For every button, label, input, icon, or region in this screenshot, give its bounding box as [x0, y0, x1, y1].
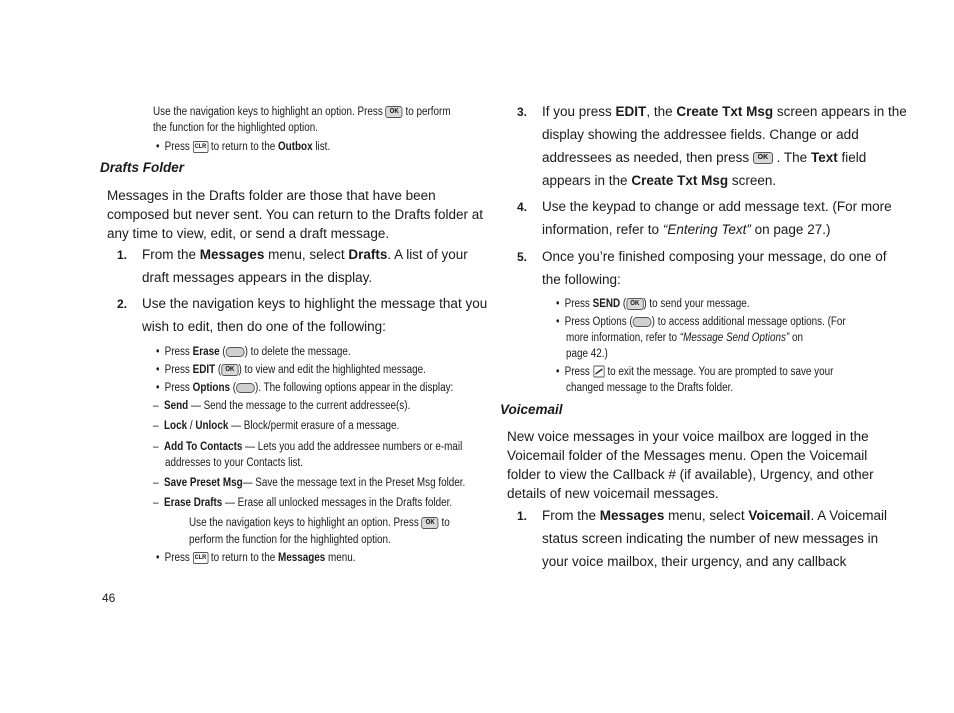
nav-note-line2: perform the function for the highlighted option.: [189, 534, 391, 546]
bullet-options-right: • Press Options ( ) to access additional message options. (For: [556, 316, 846, 328]
option-save-preset: – Save Preset Msg— Save the message text in the Preset Msg folder.: [153, 477, 466, 489]
step-4: Use the keypad to change or add message text. (For more information, refer to “Entering Text” on page 27.): [542, 199, 892, 237]
option-send: – Send — Send the message to the current addressee(s).: [153, 400, 411, 412]
clr-key-icon: CLR: [193, 141, 208, 153]
intro-bullet: • Press CLR to return to the Outbox list.: [156, 141, 331, 153]
step-5-number: 5.: [517, 250, 528, 264]
bullet-return-messages: • Press CLR to return to the Messages menu.: [156, 552, 356, 564]
right-softkey-icon: [633, 317, 652, 327]
ok-key-icon: OK: [422, 517, 439, 529]
drafts-folder-heading: Drafts Folder: [100, 160, 185, 175]
voicemail-step-1-number: 1.: [517, 509, 528, 523]
left-softkey-icon: [226, 347, 245, 357]
ok-key-icon: OK: [626, 298, 643, 310]
intro-note-line1: Use the navigation keys to highlight an option. Press OK to perform: [153, 106, 451, 118]
bullet-options-right-line2: more information, refer to “Message Send Options” on: [566, 332, 803, 344]
bullet-options: • Press Options ( ). The following options appear in the display:: [156, 382, 454, 394]
voicemail-paragraph: New voice messages in your voice mailbox are logged in the Voicemail folder of the Messages menu. Open the Voicemail folder to view the Callback # (if available), Urgency, and other details of new voicemail messages.: [507, 429, 874, 501]
intro-note-line2: the function for the highlighted option.: [153, 122, 318, 134]
step-5: Once you’re finished composing your message, do one of the following:: [542, 249, 887, 287]
voicemail-step-1: From the Messages menu, select Voicemail. A Voicemail status screen indicating the number of new messages in your voice mailbox, their urgency, and any callback: [542, 508, 887, 569]
ok-key-icon: OK: [221, 364, 238, 376]
voicemail-heading: Voicemail: [500, 402, 563, 417]
option-add-to-contacts: – Add To Contacts — Lets you add the addressee numbers or e-mail: [153, 441, 463, 453]
drafts-step-1: From the Messages menu, select Drafts. A list of your draft messages appears in the display.: [142, 247, 468, 285]
right-softkey-icon: [236, 383, 255, 393]
drafts-step-1-number: 1.: [117, 248, 128, 262]
bullet-send: • Press SEND ( OK ) to send your message.: [556, 298, 750, 310]
option-add-to-contacts-line2: addresses to your Contacts list.: [165, 457, 303, 469]
drafts-step-2: Use the navigation keys to highlight the message that you wish to edit, then do one of the following:: [142, 296, 488, 334]
bullet-edit: • Press EDIT ( OK ) to view and edit the highlighted message.: [156, 364, 426, 376]
bullet-erase: • Press Erase ( ) to delete the message.: [156, 346, 351, 358]
page-number: 46: [102, 591, 116, 605]
clr-key-icon: CLR: [193, 552, 208, 564]
step-4-number: 4.: [517, 200, 528, 214]
ok-key-icon: OK: [753, 152, 773, 164]
drafts-paragraph: Messages in the Drafts folder are those that have been composed but never sent. You can return to the Drafts folder at any time to view, edit, or send a draft message.: [107, 188, 483, 241]
end-key-icon: [593, 365, 605, 378]
bullet-options-right-line3: page 42.): [566, 348, 608, 360]
step-3-number: 3.: [517, 105, 528, 119]
option-lock-unlock: – Lock / Unlock — Block/permit erasure of a message.: [153, 420, 400, 432]
ok-key-icon: OK: [386, 106, 403, 118]
drafts-step-2-number: 2.: [117, 297, 128, 311]
bullet-end: • Press to exit the message. You are prompted to save your: [556, 366, 834, 378]
bullet-end-line2: changed message to the Drafts folder.: [566, 382, 734, 394]
step-3: If you press EDIT, the Create Txt Msg screen appears in the display showing the addressee fields. Change or add addressees as needed, then press OK . The Text field appears in the Create Txt Msg screen.: [542, 104, 907, 188]
option-erase-drafts: – Erase Drafts — Erase all unlocked messages in the Drafts folder.: [153, 497, 453, 509]
nav-note-line1: Use the navigation keys to highlight an option. Press OK to: [189, 517, 450, 529]
